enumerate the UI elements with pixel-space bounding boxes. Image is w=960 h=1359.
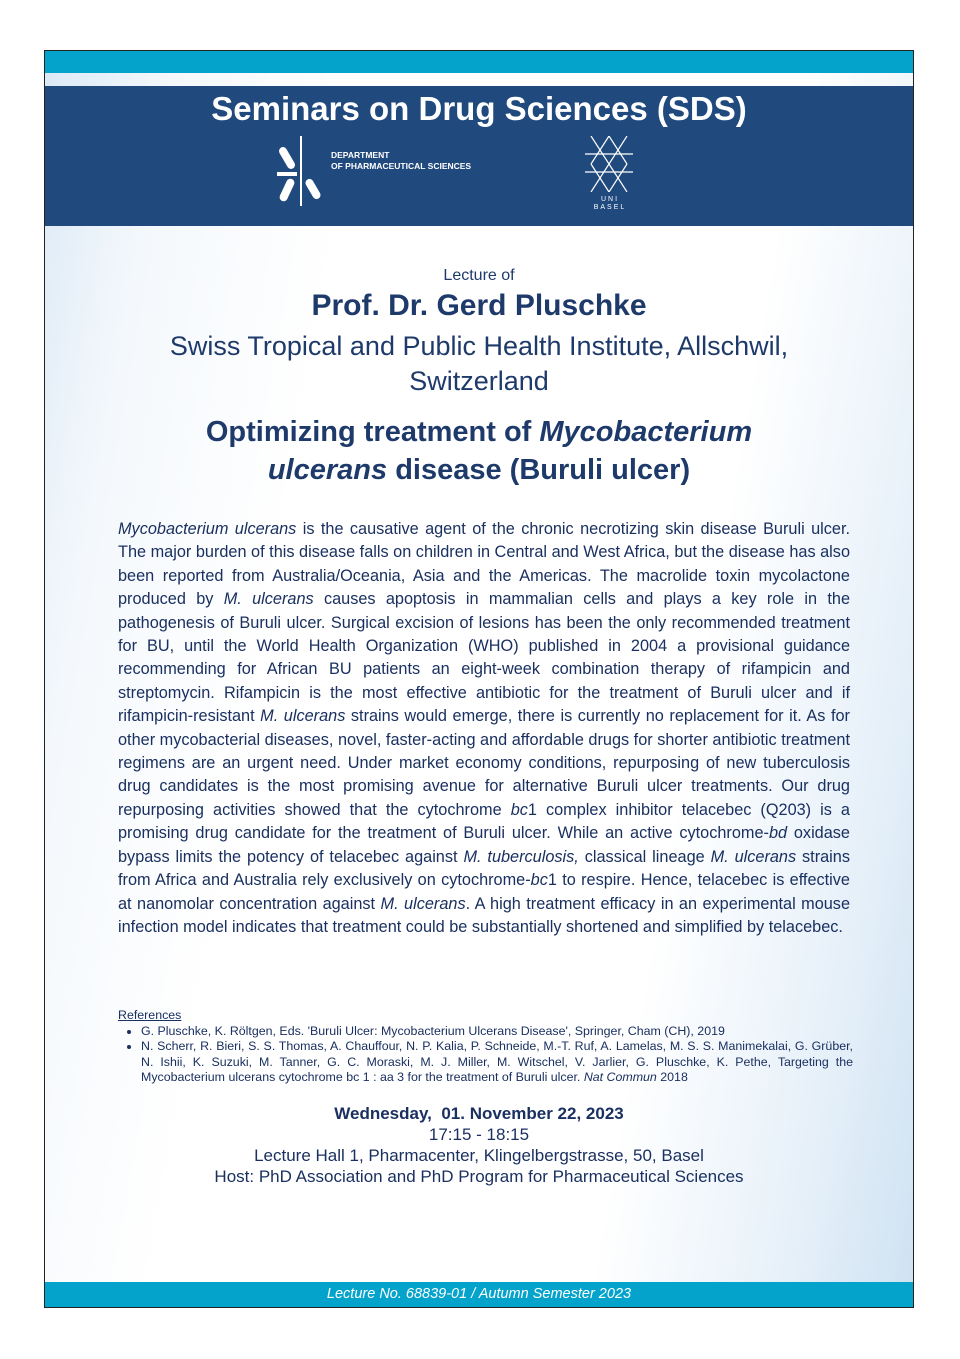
abstract-segment: Mycobacterium ulcerans (118, 520, 297, 538)
uni-line-1: UNI (600, 196, 620, 203)
speaker-name: Prof. Dr. Gerd Pluschke (311, 289, 647, 322)
uni-basel-text (585, 196, 635, 212)
event-details (45, 1103, 913, 1187)
event-date: Wednesday, 01. November 22, 2023 (334, 1104, 624, 1123)
reference-item (141, 1024, 853, 1040)
top-accent-bar (45, 51, 913, 73)
reference-text: Nat Commun (583, 1070, 657, 1084)
series-title: Seminars on Drug Sciences (SDS) (211, 90, 747, 127)
lecture-heading (45, 265, 913, 489)
abstract-segment: M. ulcerans (710, 847, 797, 866)
dept-line-1: DEPARTMENT (331, 150, 390, 160)
abstract-segment: M. tuberculosis, (463, 847, 579, 866)
abstract-segment: M. ulcerans (223, 590, 314, 609)
department-name (331, 150, 471, 172)
poster (44, 50, 914, 1308)
reference-text: G. Pluschke, K. Röltgen, Eds. 'Buruli Ulcer: Mycobacterium Ulcerans Disease', Springer, Cham (CH), 2019 (141, 1023, 725, 1038)
abstract-segment: 1 to respire. Hence, telacebec is effective at nanomolar concentration against (118, 871, 850, 913)
footer-bar (45, 1282, 913, 1307)
reference-text: N. Scherr, R. Bieri, S. S. Thomas, A. Chauffour, N. P. Kalia, P. Schneide, M.-T. Ruf, A. Lamelas, M. S. S. Manimekalai, G. Grüber, N. Ishii, K. Suzuki, M. Tanner, G. C. Moraski, M. J. Miller, M. Witschel, V. Jarlier, G. Pluschke, K. Pethe, Targeting the Mycobacterium ulcerans cytochrome bc 1 : aa 3 for the treatment of Buruli ulcer. (141, 1039, 853, 1084)
reference-item (141, 1039, 853, 1086)
lecture-intro: Lecture of (443, 267, 515, 284)
department-logo-icon (277, 136, 337, 206)
abstract-segment: . A high treatment efficacy in an experimental mouse infection model indicates that treatment could be substantially shortened and simplified by telacebec. (118, 894, 851, 936)
abstract-segment: oxidase bypass limits the potency of telacebec against (118, 824, 850, 866)
references (118, 1008, 853, 1086)
abstract-segment: 1 complex inhibitor telacebec (Q203) is a promising drug candidate for the treatment of Buruli ulcer. While an active cytochrome- (118, 800, 850, 843)
abstract-segment: bc (510, 800, 528, 819)
abstract-segment: M. ulcerans (380, 894, 466, 913)
talk-title-segment: Optimizing treatment of (205, 416, 540, 448)
talk-title-segment: disease (Buruli ulcer) (387, 454, 691, 486)
abstract-segment: bd (768, 824, 788, 843)
references-heading: References (118, 1008, 182, 1022)
abstract-segment: strains would emerge, there is currently no replacement for it. As for other mycobacterial diseases, novel, faster-acting and affordable drugs for shorter antibiotic treatment regimens are an urgent need. Under market economy conditions, repurposing of new tuberculosis drug candidates is the most promising avenue for alternative Buruli ulcer treatments. Our drug repurposing activities showed that the cytochrome (118, 707, 850, 819)
institution-line-2: Switzerland (409, 366, 549, 396)
event-location: Lecture Hall 1, Pharmacenter, Klingelbergstrasse, 50, Basel (254, 1146, 704, 1165)
talk-title (45, 413, 913, 489)
abstract-segment: bc (530, 871, 548, 890)
uni-basel-logo-icon (581, 136, 637, 192)
talk-title-segment: ulcerans (267, 454, 388, 486)
references-list (118, 1024, 853, 1086)
abstract-segment: strains from Africa and Australia rely exclusively on cytochrome- (118, 847, 850, 890)
event-time: 17:15 - 18:15 (428, 1125, 530, 1144)
talk-title-segment: Mycobacterium (539, 416, 753, 448)
abstract (118, 518, 850, 939)
event-host: Host: PhD Association and PhD Program for Pharmaceutical Sciences (214, 1167, 744, 1186)
abstract-segment: is the causative agent of the chronic necrotizing skin disease Buruli ulcer. The major burden of this disease falls on children in Central and West Africa, but the disease has also been reported from Australia/Oceania, Asia and the Americas. The macrolide toxin mycolactone produced by (118, 520, 850, 609)
abstract-segment: classical lineage (578, 847, 711, 866)
reference-text: 2018 (656, 1070, 688, 1084)
header-banner (45, 86, 913, 226)
speaker-institution (45, 329, 913, 399)
lecture-number: Lecture No. 68839-01 / Autumn Semester 2023 (326, 1286, 632, 1302)
dept-line-2: OF PHARMACEUTICAL SCIENCES (331, 161, 472, 171)
uni-line-2: BASEL (593, 204, 627, 211)
abstract-segment: causes apoptosis in mammalian cells and plays a key role in the pathogenesis of Buruli ulcer. Surgical excision of lesions has been the only recommended treatment for BU, until the World Health Organization (WHO) published in 2004 a provisional guidance recommending for African BU patients an eight-week combination therapy of rifampicin and streptomycin. Rifampicin is the most effective antibiotic for the treatment of Buruli ulcer and if rifampicin-resistant (118, 590, 850, 726)
abstract-segment: M. ulcerans (260, 707, 346, 726)
institution-line-1: Swiss Tropical and Public Health Institute, Allschwil, (169, 331, 789, 361)
